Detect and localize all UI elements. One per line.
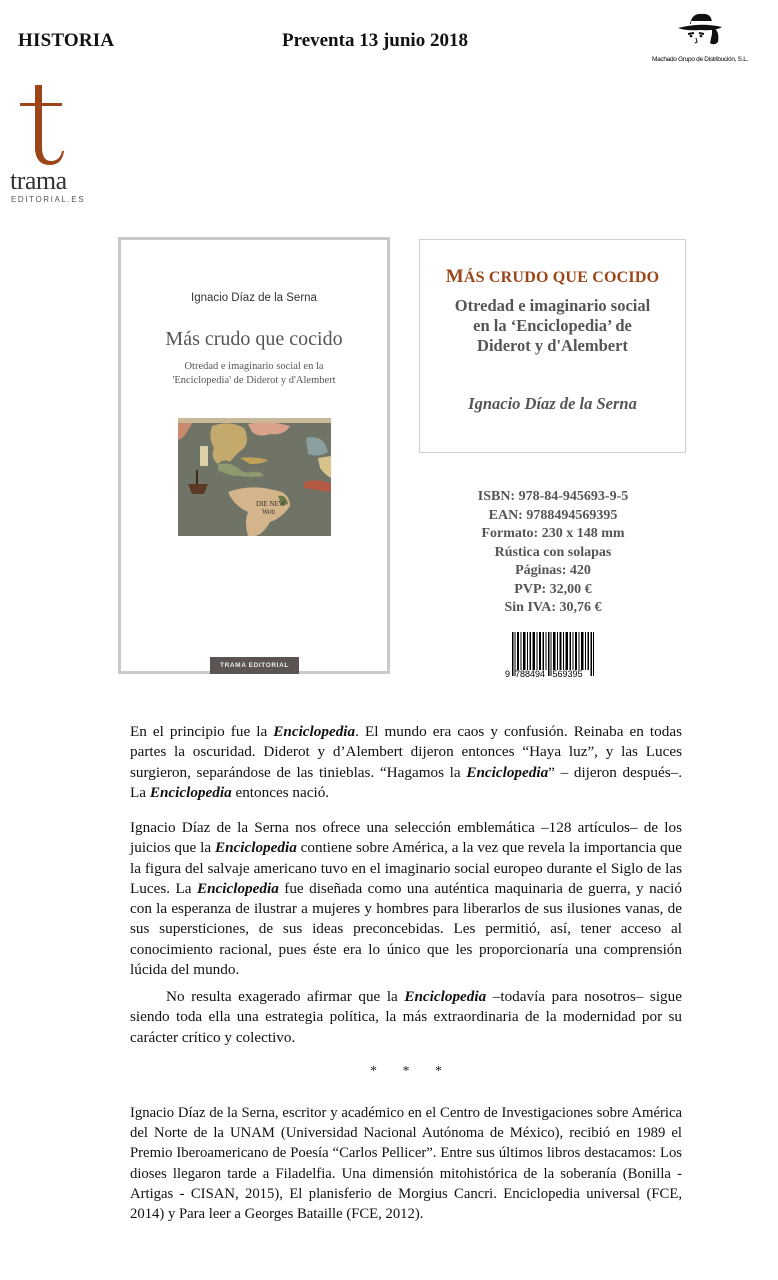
emphasis-title: Enciclopedia — [196, 879, 279, 897]
emphasis-title: Enciclopedia — [214, 839, 297, 857]
barcode-digits: 9 788494 569395 — [505, 669, 583, 679]
emphasis-title: Enciclopedia — [273, 723, 356, 740]
text-run: (Bonilla - Artigas - CISAN, 2015), — [130, 1165, 683, 1202]
bold-name: Ignacio Díaz de la Serna — [130, 1105, 275, 1121]
bold-name: d’Alembert — [332, 743, 403, 761]
text-run: En el principio fue la — [130, 723, 274, 740]
spec-no-vat: Sin IVA: 30,76 € — [504, 600, 602, 615]
spec-isbn: ISBN: 978-84-945693-9-5 — [477, 489, 629, 504]
info-subtitle-line: Diderot y d'Alembert — [477, 336, 628, 355]
text-run: –todavía para nosotros– sigue siendo toda ella una estrategia política, la más extraordinaria de la modernidad por su carácter crítico y colectivo. — [130, 988, 682, 1046]
book-cover — [118, 237, 390, 674]
emphasis-title: Enciclopedia — [404, 988, 487, 1005]
description-paragraph — [130, 818, 682, 980]
man-with-hat-icon — [672, 10, 728, 54]
book-specs — [420, 488, 686, 618]
spec-pvp: PVP: 32,00 € — [514, 581, 592, 597]
info-subtitle-line: en la ‘Enciclopedia’ de — [473, 316, 632, 335]
text-run: No resulta exagerado afirmar que la — [166, 988, 405, 1005]
bold-name: Diderot — [263, 743, 310, 761]
closing-paragraph — [130, 987, 682, 1048]
text-run: nos ofrece una selección emblemática –128 artículos– de los juicios que la — [130, 819, 682, 857]
info-subtitle-line: Otredad e imaginario social — [454, 296, 651, 315]
svg-text:Welt: Welt — [262, 508, 276, 516]
text-run: (FCE, 2012). — [342, 1206, 424, 1223]
text-run: , a la vez que revela la importancia que la figura del salvaje americano tuvo en el imaginario social europeo durante el Siglo de las Luces. La — [130, 839, 682, 897]
info-subtitle — [420, 296, 685, 356]
emphasis-title: Enciclopedia — [149, 783, 232, 801]
cover-subtitle — [121, 360, 387, 388]
spec-format: Formato: 230 x 148 mm — [481, 526, 625, 541]
info-author: Ignacio Díaz de la Serna — [468, 394, 637, 413]
info-title — [420, 266, 685, 288]
intro-paragraph — [130, 722, 682, 803]
barcode — [505, 632, 601, 682]
publisher-word: trama — [10, 166, 67, 195]
bold-name: Ignacio Díaz de la Serna — [130, 819, 289, 836]
spec-pages: Páginas: 420 — [515, 563, 591, 578]
distributor-logo — [650, 10, 750, 68]
cover-subtitle-line: Otredad e imaginario social en la — [184, 361, 324, 372]
book-title: Para leer a Georges Bataille — [178, 1206, 343, 1223]
book-title: Los dioses llegaron tarde a Filadelfia. Una dimensión mitohistórica de la soberanía — [130, 1145, 682, 1182]
text-run: . El mundo era caos y confusión. Reinaba en todas partes la oscuridad. — [130, 723, 682, 761]
title-info-box — [419, 239, 686, 453]
distributor-name: Machado Grupo de Distribución, S.L. — [651, 56, 749, 63]
trama-t-letter-icon — [18, 85, 78, 167]
svg-text:DIE NEW: DIE NEW — [256, 500, 286, 508]
text-run: contiene sobre — [296, 839, 392, 857]
text-run: entonces nació. — [231, 783, 330, 801]
cover-publisher-band: TRAMA EDITORIAL — [210, 657, 299, 674]
book-title: El planisferio de Morgius Cancri. Enciclopedia universal — [289, 1185, 641, 1202]
publisher-domain: EDITORIAL.ES — [11, 195, 86, 204]
text-run: ” – dijeron después–. La — [130, 763, 683, 801]
spec-binding: Rústica con solapas — [494, 544, 612, 560]
cover-subtitle-line: 'Enciclopedia' de Diderot y d'Alembert — [172, 375, 336, 386]
spec-ean: EAN: 9788494569395 — [488, 507, 618, 523]
cover-title: Más crudo que cocido — [165, 328, 343, 350]
text-run: , escritor y académico en el Centro de Investigaciones sobre América del Norte de la UNAM (Universidad Nacional Autónoma de México), recibió en 1989 el Premio Iberoamericano de Poesía “Carlos Pellicer”. Entre sus últimos libros destacamos: — [130, 1105, 682, 1162]
author-bio — [130, 1103, 682, 1224]
text-run: y — [309, 743, 333, 761]
cover-author: Ignacio Díaz de la Serna — [191, 292, 317, 304]
presale-date: Preventa 13 junio 2018 — [282, 30, 468, 51]
publisher-logo — [8, 85, 88, 210]
text-run: (FCE, 2014) y — [130, 1185, 682, 1223]
info-title-rest: ÁS CRUDO QUE COCIDO — [463, 269, 660, 286]
emphasis-title: Enciclopedia — [466, 763, 549, 781]
text-run: dijeron entonces “Haya luz”, y las Luces surgieron, separándose de las tinieblas. “Hagamos la — [130, 743, 682, 781]
section-separator: * * * — [370, 1064, 442, 1079]
antique-map-image — [178, 418, 331, 536]
category-label: HISTORIA — [18, 30, 115, 51]
bold-name: América — [391, 839, 445, 857]
text-run: fue diseñada como una auténtica maquinaria de guerra, y nació con la esperanza de ilustrar a mujeres y hombres para liberarlos de sus ilusiones vanas, de sus supersticiones, de sus ideas preconcebidas. Les permitió, así, tener acceso al conocimiento racional, pues éste era lo único que les proporcionaría una comprensión lúcida del mundo. — [130, 879, 682, 979]
info-title-initial: M — [445, 266, 464, 287]
